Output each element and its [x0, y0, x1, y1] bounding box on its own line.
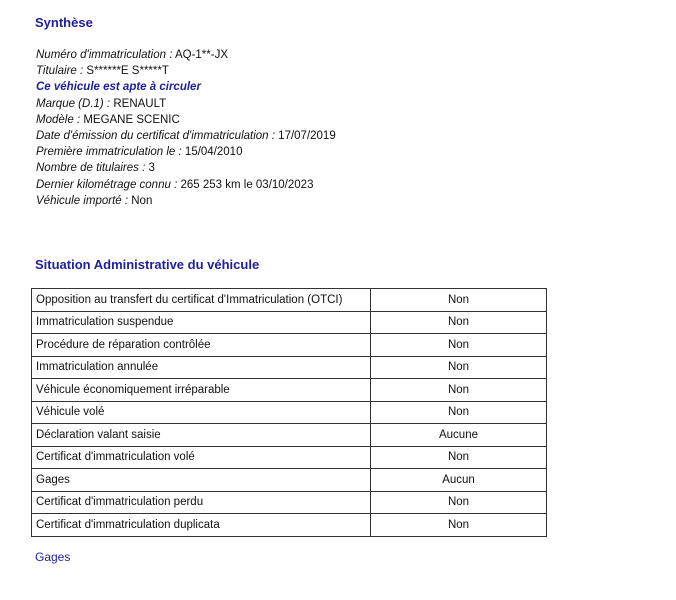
row-label: Opposition au transfert du certificat d'Immatriculation (OTCI) — [32, 289, 371, 312]
table-row — [32, 289, 547, 312]
row-value: Non — [371, 514, 547, 537]
brand-value: RENAULT — [113, 97, 167, 110]
row-label: Gages — [32, 469, 371, 492]
issue-date-label: Date d'émission du certificat d'immatriculation : — [36, 130, 275, 143]
model-label: Modèle : — [36, 113, 81, 126]
owner-count-line — [36, 160, 336, 176]
imported-line — [36, 193, 336, 209]
row-label: Immatriculation annulée — [32, 356, 371, 379]
row-value: Non — [371, 379, 547, 402]
row-label: Certificat d'immatriculation volé — [32, 446, 371, 469]
table-row — [32, 469, 547, 492]
table-row — [32, 446, 547, 469]
first-registration-label: Première immatriculation le : — [36, 146, 182, 159]
table-row — [32, 514, 547, 537]
synthese-info — [36, 47, 336, 209]
table-row — [32, 311, 547, 334]
row-label: Procédure de réparation contrôlée — [32, 334, 371, 357]
table-row — [32, 424, 547, 447]
issue-date-value: 17/07/2019 — [278, 130, 336, 143]
row-value: Aucun — [371, 469, 547, 492]
row-label: Certificat d'immatriculation duplicata — [32, 514, 371, 537]
imported-label: Véhicule importé : — [36, 194, 129, 207]
row-value: Aucune — [371, 424, 547, 447]
row-label: Véhicule volé — [32, 401, 371, 424]
mileage-line — [36, 177, 336, 193]
first-registration-line — [36, 144, 336, 160]
owner-count-label: Nombre de titulaires : — [36, 162, 146, 175]
registration-number-value: AQ-1**-JX — [174, 49, 229, 61]
row-label: Certificat d'immatriculation perdu — [32, 491, 371, 514]
issue-date-line — [36, 128, 336, 144]
situation-title: Situation Administrative du véhicule — [35, 257, 260, 272]
imported-value: Non — [131, 194, 153, 207]
mileage-label: Dernier kilométrage connu : — [36, 178, 178, 191]
registration-number-line — [36, 47, 336, 63]
owner-count-value: 3 — [148, 162, 155, 175]
first-registration-value: 15/04/2010 — [184, 146, 243, 159]
row-value: Non — [371, 289, 547, 312]
row-value: Non — [371, 311, 547, 334]
row-value: Non — [371, 334, 547, 357]
row-value: Non — [371, 401, 547, 424]
table-row — [32, 356, 547, 379]
holder-value: S******E S*****T — [86, 65, 169, 78]
row-label: Déclaration valant saisie — [32, 424, 371, 447]
fit-to-drive-status: Ce véhicule est apte à circuler — [36, 81, 201, 94]
table-row — [32, 334, 547, 357]
admin-status-table — [31, 288, 547, 537]
holder-label: Titulaire : — [36, 65, 84, 78]
model-line — [36, 112, 336, 128]
holder-line — [36, 63, 336, 79]
row-label: Véhicule économiquement irréparable — [32, 379, 371, 402]
synthese-title: Synthèse — [35, 15, 93, 30]
table-row — [32, 401, 547, 424]
table-row — [32, 491, 547, 514]
row-value: Non — [371, 446, 547, 469]
mileage-value: 265 253 km le 03/10/2023 — [180, 178, 314, 191]
brand-line — [36, 96, 336, 112]
brand-label: Marque (D.1) : — [36, 97, 111, 110]
row-value: Non — [371, 356, 547, 379]
row-label: Immatriculation suspendue — [32, 311, 371, 334]
gages-link[interactable]: Gages — [35, 550, 71, 564]
model-value: MEGANE SCENIC — [83, 113, 180, 126]
registration-number-label: Numéro d'immatriculation : — [36, 49, 173, 61]
row-value: Non — [371, 491, 547, 514]
table-row — [32, 379, 547, 402]
